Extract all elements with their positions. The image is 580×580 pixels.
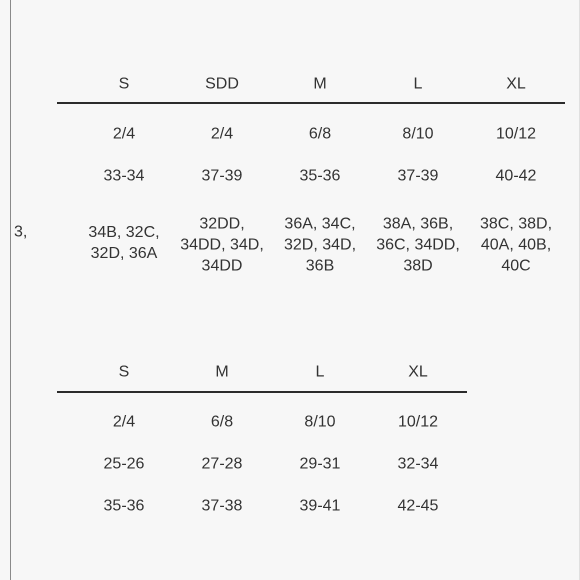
table-cell: 10/12 [495, 125, 537, 143]
table-cell: 27-28 [201, 455, 243, 473]
table-cell: 38A, 36B, 36C, 34DD, 38D [376, 215, 460, 275]
table-cell: 36A, 34C, 32D, 34D, 36B [283, 215, 357, 275]
table-cell: 37-39 [201, 167, 243, 185]
table-cell: 35-36 [103, 497, 145, 515]
table-cell: 37-38 [201, 497, 243, 515]
table-cell: 6/8 [308, 125, 332, 143]
clipped-row-label: 3, [14, 223, 28, 241]
table-cell: 38C, 38D, 40A, 40B, 40C [479, 215, 553, 275]
table-cell: 33-34 [103, 167, 145, 185]
table-cell: 6/8 [210, 413, 234, 431]
bottoms-header-m: M [215, 363, 229, 381]
table-cell: 29-31 [299, 455, 341, 473]
table-cell: 8/10 [304, 413, 336, 431]
left-border-line [10, 0, 11, 580]
tops-header-xl: XL [506, 75, 526, 93]
bottoms-header-rule [57, 391, 467, 393]
table-cell: 2/4 [112, 413, 136, 431]
table-cell: 32-34 [397, 455, 439, 473]
table-cell: 40-42 [495, 167, 537, 185]
table-cell: 2/4 [112, 125, 136, 143]
table-cell: 32DD, 34DD, 34D, 34DD [180, 215, 264, 275]
tops-header-l: L [413, 75, 423, 93]
bottoms-header-l: L [315, 363, 325, 381]
tops-header-rule [57, 102, 565, 104]
tops-header-m: M [313, 75, 327, 93]
bottoms-header-s: S [118, 363, 130, 381]
table-cell: 42-45 [397, 497, 439, 515]
table-cell: 25-26 [103, 455, 145, 473]
tops-header-sdd: SDD [205, 75, 239, 93]
bottoms-header-xl: XL [408, 363, 428, 381]
tops-header-s: S [118, 75, 130, 93]
table-cell: 39-41 [299, 497, 341, 515]
table-cell: 37-39 [397, 167, 439, 185]
table-cell: 35-36 [299, 167, 341, 185]
table-cell: 10/12 [397, 413, 439, 431]
table-cell: 2/4 [210, 125, 234, 143]
table-cell: 8/10 [402, 125, 434, 143]
table-cell: 34B, 32C, 32D, 36A [88, 224, 160, 262]
